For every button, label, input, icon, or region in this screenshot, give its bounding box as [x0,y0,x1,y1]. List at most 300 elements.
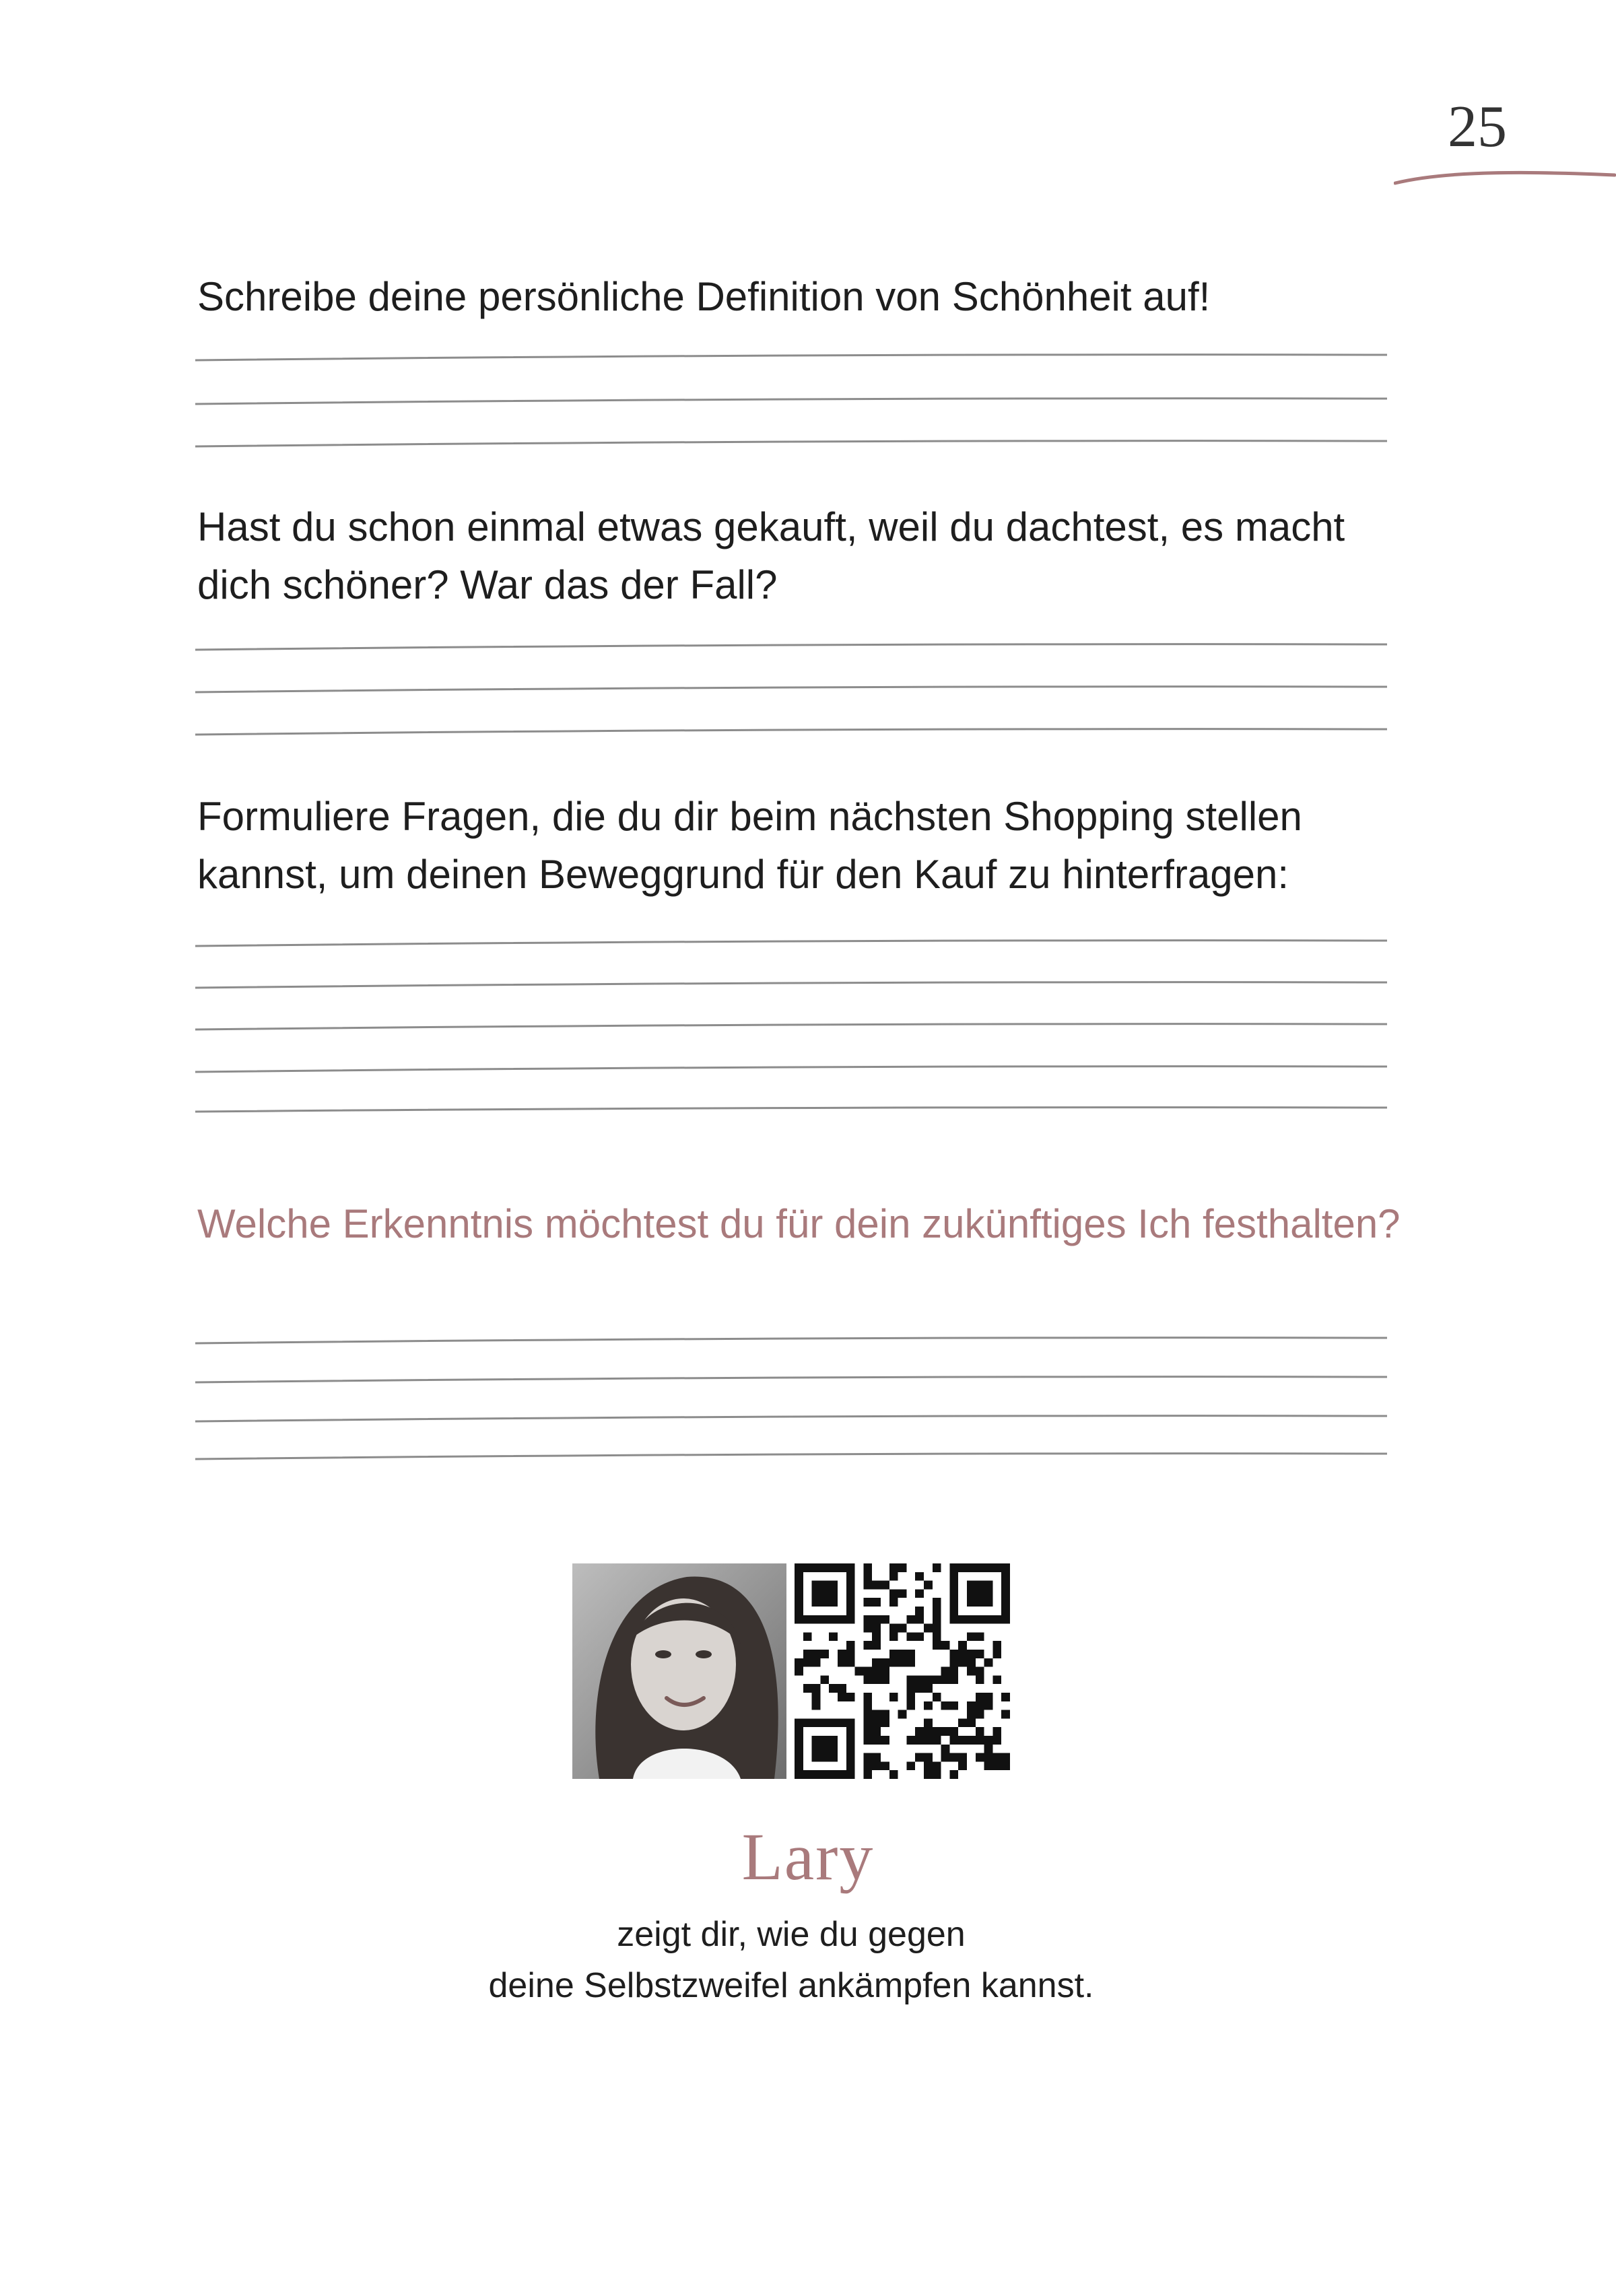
answer-line [195,982,1387,988]
qr-module [863,1598,872,1607]
qr-module [846,1581,855,1590]
qr-module [1001,1607,1010,1615]
qr-module [933,1563,941,1572]
qr-module [933,1624,941,1633]
qr-module [984,1598,993,1607]
qr-module [812,1693,821,1701]
answer-line [195,1377,1387,1382]
qr-module [803,1615,812,1624]
qr-module [958,1761,967,1770]
qr-module [881,1718,889,1727]
qr-module [846,1761,855,1770]
answer-lines-3[interactable] [195,933,1387,1128]
qr-module [949,1607,958,1615]
qr-module [863,1727,872,1736]
qr-module [949,1615,958,1624]
qr-module [984,1693,993,1701]
qr-module [838,1615,846,1624]
qr-module [933,1632,941,1641]
qr-module [795,1607,803,1615]
qr-module [812,1753,821,1762]
qr-module [872,1658,881,1667]
qr-module [812,1658,821,1667]
qr-module [967,1615,976,1624]
qr-module [889,1693,898,1701]
answer-lines-2[interactable] [195,636,1387,744]
answer-line [195,1416,1387,1421]
qr-module [941,1667,950,1676]
qr-module [976,1701,984,1710]
qr-module [906,1615,915,1624]
qr-module [863,1572,872,1581]
qr-module [976,1563,984,1572]
qr-module [906,1658,915,1667]
qr-module [889,1563,898,1572]
qr-module [846,1693,855,1701]
qr-module [949,1563,958,1572]
qr-module [933,1693,941,1701]
qr-module [889,1598,898,1607]
qr-module [967,1563,976,1572]
qr-module [984,1658,993,1667]
qr-module [812,1650,821,1658]
qr-module [976,1710,984,1719]
qr-module [872,1710,881,1719]
qr-module [829,1632,838,1641]
qr-module [881,1710,889,1719]
qr-module [941,1701,950,1710]
qr-module [872,1632,881,1641]
qr-module [941,1727,950,1736]
qr-module [933,1675,941,1684]
qr-module [915,1753,924,1762]
qr-module [915,1727,924,1736]
qr-module [924,1675,933,1684]
qr-module [803,1770,812,1779]
promo-block [572,1563,1010,1779]
qr-module [812,1581,821,1590]
qr-module [803,1563,812,1572]
qr-module [829,1753,838,1762]
qr-module [889,1624,898,1633]
portrait-photo [572,1563,786,1779]
qr-module [967,1710,976,1719]
qr-module [967,1736,976,1745]
qr-module [829,1736,838,1745]
answer-line [195,729,1387,735]
qr-module [992,1650,1001,1658]
qr-module [863,1770,872,1779]
qr-module [958,1718,967,1727]
qr-module [812,1736,821,1745]
qr-module [984,1701,993,1710]
qr-module [941,1675,950,1684]
qr-module [820,1770,829,1779]
answer-line [195,355,1387,360]
qr-module [872,1641,881,1650]
qr-module [941,1753,950,1762]
qr-module [889,1770,898,1779]
qr-module [976,1753,984,1762]
qr-module [855,1667,864,1676]
qr-module [829,1581,838,1590]
qr-module [924,1761,933,1770]
qr-module [838,1693,846,1701]
qr-module [846,1718,855,1727]
answer-line [195,941,1387,946]
qr-module [872,1667,881,1676]
qr-module [992,1641,1001,1650]
qr-module [933,1607,941,1615]
qr-module [933,1736,941,1745]
promo-caption-line-2: deine Selbstzweifel ankämpfen kannst. [488,1966,1094,2005]
qr-module [889,1572,898,1581]
qr-module [924,1727,933,1736]
qr-module [838,1770,846,1779]
qr-module [846,1650,855,1658]
qr-module [1001,1589,1010,1598]
qr-module [863,1718,872,1727]
qr-module [812,1745,821,1753]
qr-module [949,1753,958,1762]
qr-module [915,1589,924,1598]
qr-module [795,1745,803,1753]
qr-module [967,1589,976,1598]
promo-name: Lary [741,1819,875,1894]
qr-module [812,1598,821,1607]
qr-module [941,1641,950,1650]
qr-module [863,1615,872,1624]
qr-module [1001,1761,1010,1770]
qr-module [889,1658,898,1667]
qr-module [829,1615,838,1624]
qr-module [915,1675,924,1684]
qr-module [820,1736,829,1745]
qr-module [933,1615,941,1624]
qr-code[interactable] [795,1563,1010,1779]
qr-module [1001,1581,1010,1590]
qr-module [795,1598,803,1607]
qr-module [803,1658,812,1667]
qr-module [881,1658,889,1667]
qr-module [795,1563,803,1572]
question-2: Hast du schon einmal etwas gekauft, weil du dachtest, es macht dich schöner? War das der Fall? [197,504,1345,607]
qr-module [872,1727,881,1736]
qr-module [872,1761,881,1770]
qr-module [863,1581,872,1590]
qr-module [933,1761,941,1770]
qr-module [958,1641,967,1650]
qr-module [992,1563,1001,1572]
qr-module [812,1615,821,1624]
qr-module [838,1718,846,1727]
qr-module [803,1684,812,1693]
qr-module [820,1563,829,1572]
qr-module [906,1632,915,1641]
qr-module [846,1770,855,1779]
qr-module [992,1615,1001,1624]
answer-line [195,399,1387,404]
qr-module [812,1684,821,1693]
qr-module [820,1675,829,1684]
qr-module [898,1589,907,1598]
qr-module [872,1718,881,1727]
qr-module [906,1736,915,1745]
question-4: Welche Erkenntnis möchtest du für dein zukünftiges Ich festhalten? [197,1201,1401,1246]
page-number: 25 [1448,94,1507,160]
qr-module [906,1684,915,1693]
qr-module [829,1589,838,1598]
qr-module [812,1563,821,1572]
qr-module [872,1598,881,1607]
qr-module [906,1761,915,1770]
qr-module [976,1693,984,1701]
qr-module [958,1658,967,1667]
qr-module [1001,1572,1010,1581]
answer-line [195,441,1387,446]
qr-module [949,1658,958,1667]
qr-module [1001,1753,1010,1762]
qr-module [820,1650,829,1658]
qr-module [976,1675,984,1684]
qr-module [967,1650,976,1658]
qr-module [795,1589,803,1598]
qr-module [838,1563,846,1572]
qr-module [949,1572,958,1581]
qr-module [846,1598,855,1607]
qr-module [967,1667,976,1676]
qr-module [915,1572,924,1581]
answer-lines-4[interactable] [195,1330,1387,1478]
qr-module [976,1632,984,1641]
qr-module [795,1658,803,1667]
qr-module [967,1581,976,1590]
answer-lines-1[interactable] [195,347,1387,454]
qr-module [881,1675,889,1684]
qr-module [881,1761,889,1770]
qr-module [949,1650,958,1658]
qr-module [795,1581,803,1590]
qr-module [795,1753,803,1762]
qr-module [872,1675,881,1684]
qr-module [967,1718,976,1727]
qr-module [949,1667,958,1676]
qr-module [958,1736,967,1745]
qr-module [795,1572,803,1581]
qr-module [812,1718,821,1727]
qr-module [820,1581,829,1590]
qr-module [967,1632,976,1641]
qr-module [958,1650,967,1658]
qr-module [872,1624,881,1633]
qr-module [976,1581,984,1590]
qr-module [795,1727,803,1736]
qr-module [984,1615,993,1624]
qr-module [829,1684,838,1693]
qr-module [803,1632,812,1641]
qr-module [795,1667,803,1676]
qr-module [949,1736,958,1745]
qr-module [863,1563,872,1572]
qr-module [881,1736,889,1745]
qr-module [976,1589,984,1598]
qr-module [863,1710,872,1719]
qr-module [846,1589,855,1598]
qr-module [915,1736,924,1745]
qr-module [863,1701,872,1710]
qr-module [924,1753,933,1762]
qr-module [829,1745,838,1753]
qr-module [976,1667,984,1676]
qr-module [863,1624,872,1633]
qr-module [976,1598,984,1607]
qr-module [1001,1693,1010,1701]
qr-module [1001,1615,1010,1624]
qr-module [829,1770,838,1779]
qr-module [838,1684,846,1693]
qr-module [846,1745,855,1753]
qr-module [846,1563,855,1572]
qr-module [829,1598,838,1607]
qr-module [924,1770,933,1779]
qr-module [898,1563,907,1572]
qr-module [812,1770,821,1779]
qr-module [915,1607,924,1615]
qr-module [872,1581,881,1590]
page-corner-swoosh [1394,162,1616,189]
qr-module [820,1589,829,1598]
qr-module [933,1770,941,1779]
qr-module [820,1615,829,1624]
qr-module [889,1589,898,1598]
qr-module [949,1770,958,1779]
qr-module [906,1650,915,1658]
qr-module [949,1701,958,1710]
qr-module [949,1727,958,1736]
qr-module [846,1727,855,1736]
qr-module [863,1641,872,1650]
qr-module [820,1718,829,1727]
qr-module [984,1753,993,1762]
qr-module [863,1761,872,1770]
answer-line [195,1024,1387,1029]
qr-module [967,1701,976,1710]
qr-module [941,1745,950,1753]
qr-module [846,1607,855,1615]
qr-module [992,1753,1001,1762]
question-1: Schreibe deine persönliche Definition von Schönheit auf! [197,274,1211,319]
qr-module [820,1753,829,1762]
qr-module [881,1615,889,1624]
qr-module [992,1675,1001,1684]
qr-module [898,1658,907,1667]
qr-module [992,1736,1001,1745]
qr-module [872,1736,881,1745]
qr-module [958,1753,967,1762]
qr-module [1001,1563,1010,1572]
answer-line [195,1067,1387,1072]
qr-module [906,1701,915,1710]
qr-module [872,1753,881,1762]
qr-module [829,1718,838,1727]
qr-module [812,1701,821,1710]
qr-module [906,1693,915,1701]
qr-module [992,1761,1001,1770]
qr-module [933,1598,941,1607]
qr-module [889,1632,898,1641]
qr-module [1001,1598,1010,1607]
qr-module [984,1736,993,1745]
qr-module [795,1770,803,1779]
qr-module [898,1624,907,1633]
answer-line [195,1338,1387,1343]
qr-module [795,1615,803,1624]
qr-module [829,1563,838,1572]
qr-module [967,1598,976,1607]
qr-module [803,1718,812,1727]
qr-module [924,1701,933,1710]
qr-module [872,1615,881,1624]
promo-caption-line-1: zeigt dir, wie du gegen [617,1915,966,1954]
qr-module [976,1736,984,1745]
qr-module [838,1650,846,1658]
qr-module [992,1727,1001,1736]
qr-module [984,1581,993,1590]
qr-module [846,1641,855,1650]
qr-module [846,1753,855,1762]
qr-module [846,1615,855,1624]
qr-module [949,1589,958,1598]
qr-module [924,1684,933,1693]
qr-module [984,1589,993,1598]
qr-module [1001,1710,1010,1719]
qr-module [958,1615,967,1624]
qr-module [863,1667,872,1676]
qr-module [820,1745,829,1753]
qr-module [795,1761,803,1770]
qr-module [889,1650,898,1658]
qr-module [933,1727,941,1736]
qr-module [898,1650,907,1658]
qr-module [881,1667,889,1676]
qr-module [984,1745,993,1753]
qr-module [863,1753,872,1762]
qr-module [976,1650,984,1658]
qr-module [795,1736,803,1745]
qr-module [863,1693,872,1701]
qr-module [915,1684,924,1693]
qr-module [863,1675,872,1684]
qr-module [795,1718,803,1727]
answer-line [195,1108,1387,1112]
qr-module [820,1598,829,1607]
qr-module [924,1624,933,1633]
qr-module [915,1615,924,1624]
qr-module [846,1572,855,1581]
qr-module [881,1581,889,1590]
qr-module [984,1761,993,1770]
qr-module [976,1615,984,1624]
qr-module [846,1736,855,1745]
qr-module [949,1581,958,1590]
qr-module [933,1641,941,1650]
qr-module [924,1581,933,1590]
qr-module [846,1658,855,1667]
question-3: Formuliere Fragen, die du dir beim nächsten Shopping stellen kannst, um deinen Beweggrund für den Kauf zu hinterfragen: [197,794,1302,897]
qr-module [958,1563,967,1572]
qr-module [924,1718,933,1727]
qr-module [803,1650,812,1658]
